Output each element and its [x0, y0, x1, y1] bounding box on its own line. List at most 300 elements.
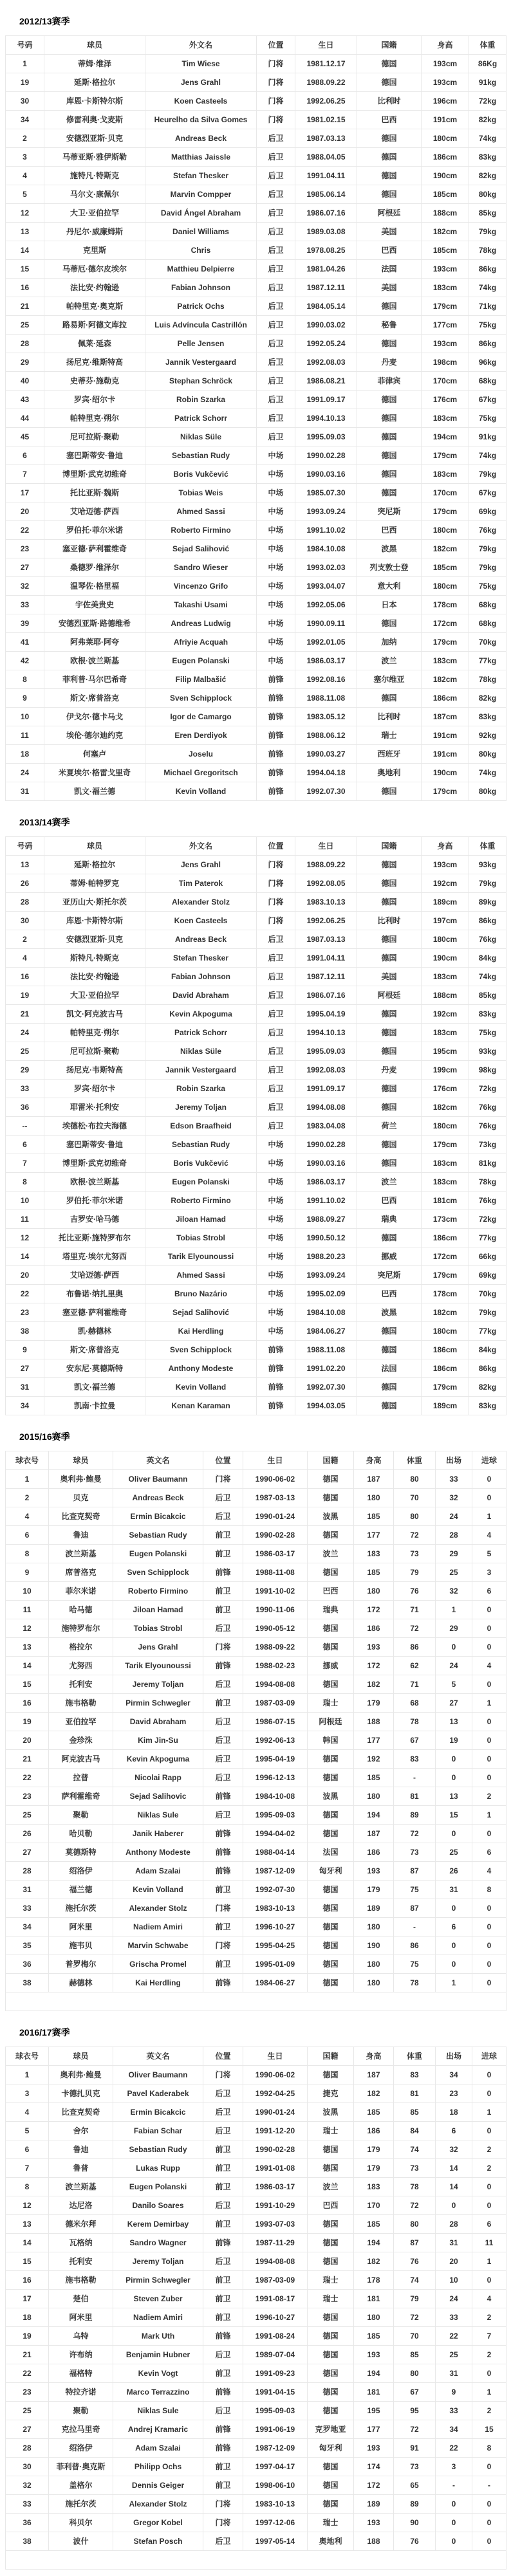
table-cell: 1995-09-03: [243, 1806, 308, 1825]
table-cell: 21: [6, 2346, 49, 2364]
table-cell: 185cm: [422, 558, 469, 577]
table-cell: Sejad Salihović: [145, 1303, 257, 1322]
table-cell: 194cm: [422, 428, 469, 446]
table-cell: 中场: [257, 502, 295, 521]
table-cell: 82kg: [469, 167, 506, 185]
table-cell: 185: [354, 1507, 394, 1526]
table-cell: 塞尔维亚: [357, 670, 422, 689]
table-cell: 1996-10-27: [243, 1918, 308, 1937]
table-cell: 86kg: [469, 912, 506, 930]
table-cell: 门将: [203, 1470, 243, 1489]
table-cell: 180: [354, 1974, 394, 1992]
table-cell: Sejad Salihovic: [113, 1787, 203, 1806]
table-cell: Stefan Thesker: [145, 167, 257, 185]
table-cell: 181: [354, 2290, 394, 2308]
table-cell: 181: [354, 2383, 394, 2402]
table-cell: 179cm: [422, 1266, 469, 1285]
table-cell: 172: [354, 1657, 394, 1675]
table-cell: 193cm: [422, 73, 469, 92]
table-cell: 德国: [357, 1042, 422, 1061]
table-cell: 1991-10-02: [243, 1582, 308, 1601]
season-section: [5, 1431, 506, 2011]
table-cell: 81: [394, 2084, 436, 2103]
table-cell: 1990.03.02: [295, 316, 357, 335]
table-cell: 183: [354, 1545, 394, 1563]
table-cell: 德国: [308, 2215, 354, 2234]
table-cell: 193: [354, 1638, 394, 1657]
table-cell: 67kg: [469, 484, 506, 502]
table-cell: 前卫: [203, 2476, 243, 2495]
table-cell: 78: [394, 1974, 436, 1992]
table-cell: 6: [6, 1526, 49, 1545]
table-cell: Jeremy Toljan: [113, 2252, 203, 2271]
column-header: 位置: [203, 2047, 243, 2066]
table-cell: 德国: [308, 1899, 354, 1918]
table-cell: 32: [436, 2140, 472, 2159]
table-cell: 欧根·波兰斯基: [44, 652, 145, 670]
table-cell: 180: [354, 1787, 394, 1806]
column-header: 身高: [422, 36, 469, 55]
table-cell: 1990-11-06: [243, 1601, 308, 1619]
table-cell: 1987-03-13: [243, 1489, 308, 1507]
table-cell: 80: [394, 2364, 436, 2383]
table-cell: 0: [472, 1619, 506, 1638]
table-cell: 德国: [357, 129, 422, 148]
table-cell: 前锋: [257, 1341, 295, 1359]
table-cell: 76kg: [469, 1098, 506, 1117]
table-cell: 1991.09.17: [295, 391, 357, 409]
table-cell: 25: [6, 1806, 49, 1825]
table-cell: 31: [436, 1881, 472, 1899]
table-cell: 聚勒: [49, 2402, 113, 2420]
table-cell: 托利安: [49, 1675, 113, 1694]
table-cell: 192cm: [422, 874, 469, 893]
column-header: 国籍: [357, 36, 422, 55]
table-cell: 1997-12-06: [243, 2514, 308, 2532]
table-cell: 0: [472, 2196, 506, 2215]
table-cell: 15: [6, 2252, 49, 2271]
table-row: [6, 1881, 506, 1899]
column-header: 外文名: [145, 837, 257, 856]
table-cell: 前锋: [203, 2420, 243, 2439]
table-cell: 1984.06.27: [295, 1322, 357, 1341]
table-cell: 后卫: [257, 409, 295, 428]
table-cell: 21: [6, 1005, 44, 1024]
table-row: [6, 1638, 506, 1657]
table-cell: 比查克契奇: [49, 2103, 113, 2122]
table-cell: 楚伯: [49, 2290, 113, 2308]
table-cell: 76kg: [469, 1191, 506, 1210]
table-cell: 克拉马里奇: [49, 2420, 113, 2439]
column-header: 出场: [436, 2047, 472, 2066]
table-cell: 波兰斯基: [49, 1545, 113, 1563]
table-cell: 6: [472, 1843, 506, 1862]
table-cell: 塔里克·埃尔尤努西: [44, 1247, 145, 1266]
table-cell: 阿米里: [49, 1918, 113, 1937]
table-cell: Niklas Sule: [113, 1806, 203, 1825]
table-cell: 中场: [257, 652, 295, 670]
table-cell: 7: [6, 465, 44, 484]
table-cell: 197cm: [422, 912, 469, 930]
table-cell: 18: [6, 2308, 49, 2327]
table-cell: 后卫: [203, 2252, 243, 2271]
table-cell: 许布纳: [49, 2346, 113, 2364]
table-cell: 14: [436, 2159, 472, 2178]
table-row: [6, 279, 506, 297]
table-cell: 哈马德: [49, 1601, 113, 1619]
table-cell: 巴西: [308, 1582, 354, 1601]
table-cell: 186: [354, 1619, 394, 1638]
table-cell: Tarik Elyounoussi: [113, 1657, 203, 1675]
table-cell: 1992-06-13: [243, 1731, 308, 1750]
table-cell: 75kg: [469, 409, 506, 428]
table-cell: 德国: [308, 2364, 354, 2383]
table-cell: 1992.08.05: [295, 874, 357, 893]
table-cell: 77kg: [469, 1229, 506, 1247]
table-cell: Sebastian Rudy: [145, 446, 257, 465]
table-cell: 191cm: [422, 726, 469, 745]
table-cell: 19: [6, 986, 44, 1005]
table-row: [6, 1042, 506, 1061]
table-cell: 2: [6, 1489, 49, 1507]
table-cell: 马蒂厄·德尔皮埃尔: [44, 260, 145, 279]
table-cell: 4: [472, 1657, 506, 1675]
table-cell: 德国: [308, 2308, 354, 2327]
table-cell: 186: [354, 1843, 394, 1862]
table-cell: 波黑: [357, 1303, 422, 1322]
table-cell: 0: [436, 2495, 472, 2514]
table-cell: Tim Paterok: [145, 874, 257, 893]
table-cell: 0: [472, 1675, 506, 1694]
table-cell: 科贝尔: [49, 2514, 113, 2532]
table-row: [6, 2215, 506, 2234]
table-cell: 30: [6, 2458, 49, 2476]
table-row: [6, 335, 506, 353]
table-cell: 73: [394, 1545, 436, 1563]
column-header: 球员: [49, 1451, 113, 1470]
table-cell: 80kg: [469, 185, 506, 204]
table-cell: 75: [394, 1881, 436, 1899]
table-cell: 24: [6, 1024, 44, 1042]
table-cell: Jiloan Hamad: [145, 1210, 257, 1229]
table-cell: 挪威: [308, 1657, 354, 1675]
table-cell: 0: [472, 2495, 506, 2514]
table-cell: 28: [436, 2215, 472, 2234]
table-cell: 89: [394, 2495, 436, 2514]
table-row: [6, 2252, 506, 2271]
table-cell: 98kg: [469, 1061, 506, 1080]
table-cell: 4: [6, 167, 44, 185]
season-title: 2015/16赛季: [19, 1431, 70, 1442]
season-title: 2012/13赛季: [19, 16, 70, 26]
table-row: [6, 2383, 506, 2402]
table-cell: 180cm: [422, 521, 469, 540]
table-cell: 6: [6, 1136, 44, 1154]
table-cell: 83kg: [469, 1005, 506, 1024]
table-cell: 1983-10-13: [243, 1899, 308, 1918]
table-cell: Ermin Bicakcic: [113, 2103, 203, 2122]
table-cell: 德国: [308, 1918, 354, 1937]
table-cell: 73: [394, 1843, 436, 1862]
table-cell: 176cm: [422, 1080, 469, 1098]
table-cell: 菲律宾: [357, 372, 422, 391]
season-title: 2016/17赛季: [19, 2027, 70, 2038]
table-cell: 门将: [257, 73, 295, 92]
table-cell: Niklas Sule: [113, 2402, 203, 2420]
table-cell: 凯文·阿克波古马: [44, 1005, 145, 1024]
table-cell: 190: [354, 1937, 394, 1955]
table-row: [6, 1787, 506, 1806]
table-cell: 德国: [357, 465, 422, 484]
table-cell: 72kg: [469, 1210, 506, 1229]
column-header: 外文名: [145, 36, 257, 55]
table-cell: 33: [6, 2495, 49, 2514]
table-row: [6, 1117, 506, 1136]
season-title: 2013/14赛季: [19, 817, 70, 827]
table-cell: 波黑: [308, 1507, 354, 1526]
table-row: [6, 1098, 506, 1117]
table-cell: 0: [472, 2532, 506, 2551]
table-cell: 182: [354, 2084, 394, 2103]
table-row: [6, 782, 506, 801]
table-row: [6, 670, 506, 689]
table-cell: 22: [6, 1769, 49, 1787]
table-cell: 188cm: [422, 986, 469, 1005]
table-cell: 17: [6, 2290, 49, 2308]
table-cell: 中场: [257, 1266, 295, 1285]
table-cell: 马蒂亚斯·雅伊斯勒: [44, 148, 145, 167]
table-cell: 183cm: [422, 279, 469, 297]
table-row: [6, 1341, 506, 1359]
table-cell: Boris Vukčević: [145, 1154, 257, 1173]
table-cell: 34: [6, 1918, 49, 1937]
table-cell: Sandro Wagner: [113, 2234, 203, 2252]
table-cell: 86kg: [469, 1359, 506, 1378]
table-cell: 83kg: [469, 148, 506, 167]
table-cell: 聚勒: [49, 1806, 113, 1825]
table-cell: 施托尔茨: [49, 2495, 113, 2514]
table-cell: 79kg: [469, 223, 506, 241]
table-cell: 26: [6, 1825, 49, 1843]
table-cell: 89: [394, 1806, 436, 1825]
table-cell: 0: [436, 1899, 472, 1918]
table-cell: 1993-07-03: [243, 2215, 308, 2234]
table-cell: 中场: [257, 1322, 295, 1341]
table-cell: 83: [394, 1750, 436, 1769]
table-cell: 179cm: [422, 1378, 469, 1397]
table-cell: 1988.09.22: [295, 73, 357, 92]
table-cell: 38: [6, 1974, 49, 1992]
table-cell: 1990.09.11: [295, 614, 357, 633]
column-header: 体重: [394, 2047, 436, 2066]
table-cell: 瑞士: [308, 2122, 354, 2140]
table-cell: 巴西: [357, 241, 422, 260]
table-cell: 22: [6, 521, 44, 540]
table-cell: 1987-12-09: [243, 1862, 308, 1881]
table-row: [6, 1378, 506, 1397]
table-cell: 34: [436, 2066, 472, 2084]
table-cell: 德国: [357, 874, 422, 893]
table-cell: Eugen Polanski: [145, 1173, 257, 1191]
table-cell: 177: [354, 2420, 394, 2439]
table-cell: 176cm: [422, 391, 469, 409]
table-cell: Stefan Posch: [113, 2532, 203, 2551]
table-cell: 前锋: [257, 708, 295, 726]
table-cell: Pirmin Schwegler: [113, 2271, 203, 2290]
table-row: [6, 1899, 506, 1918]
table-cell: 德国: [308, 2383, 354, 2402]
table-cell: 25: [6, 1042, 44, 1061]
table-cell: Kevin Akpoguma: [145, 1005, 257, 1024]
table-cell: 特拉齐诺: [49, 2383, 113, 2402]
table-cell: Philipp Ochs: [113, 2458, 203, 2476]
table-cell: 后卫: [203, 2196, 243, 2215]
table-cell: 75: [394, 1955, 436, 1974]
table-cell: 后卫: [257, 185, 295, 204]
table-cell: 0: [472, 2271, 506, 2290]
table-cell: 179: [354, 1694, 394, 1713]
table-cell: 91: [394, 2439, 436, 2458]
table-cell: 27: [6, 2420, 49, 2439]
table-row: [6, 2402, 506, 2420]
table-cell: 德国: [357, 689, 422, 708]
column-header: 体重: [469, 837, 506, 856]
table-cell: 45: [6, 428, 44, 446]
table-cell: 意大利: [357, 577, 422, 596]
table-cell: 德国: [357, 1378, 422, 1397]
table-cell: 德国: [357, 1024, 422, 1042]
table-cell: Roberto Firmino: [145, 1191, 257, 1210]
table-cell: 后卫: [257, 986, 295, 1005]
table-cell: 190cm: [422, 949, 469, 968]
table-cell: 186cm: [422, 1359, 469, 1378]
table-cell: 80: [394, 1470, 436, 1489]
table-cell: 美国: [357, 223, 422, 241]
table-row: [6, 1229, 506, 1247]
table-cell: 西班牙: [357, 745, 422, 764]
table-cell: 0: [472, 2364, 506, 2383]
table-cell: 1995-04-25: [243, 1937, 308, 1955]
table-cell: 莫德斯特: [49, 1843, 113, 1862]
table-cell: 鲁普: [49, 2159, 113, 2178]
table-cell: 34: [6, 111, 44, 129]
column-header: 身高: [354, 1451, 394, 1470]
table-row: [6, 2066, 506, 2084]
table-cell: 0: [472, 2066, 506, 2084]
table-cell: 2: [472, 2308, 506, 2327]
table-cell: 丹麦: [357, 353, 422, 372]
table-cell: 1983.05.12: [295, 708, 357, 726]
table-cell: 0: [472, 1918, 506, 1937]
table-cell: 33: [436, 2402, 472, 2420]
table-cell: 0: [472, 1937, 506, 1955]
table-row: [6, 2290, 506, 2308]
table-cell: Nicolai Rapp: [113, 1769, 203, 1787]
table-cell: 1992.07.30: [295, 782, 357, 801]
table-cell: 193cm: [422, 55, 469, 73]
table-cell: 德国: [308, 1489, 354, 1507]
table-cell: 11: [6, 1601, 49, 1619]
table-cell: 后卫: [257, 335, 295, 353]
table-cell: 188: [354, 2532, 394, 2551]
table-cell: 25: [6, 316, 44, 335]
table-row: [6, 558, 506, 577]
table-cell: 比利时: [357, 708, 422, 726]
table-cell: 0: [472, 2178, 506, 2196]
table-cell: 10: [436, 2271, 472, 2290]
table-cell: 后卫: [257, 968, 295, 986]
table-cell: 1991-10-29: [243, 2196, 308, 2215]
table-cell: 82kg: [469, 111, 506, 129]
table-row: [6, 2495, 506, 2514]
table-cell: Andreas Ludwig: [145, 614, 257, 633]
table-cell: 尼可拉斯·聚勒: [44, 1042, 145, 1061]
table-cell: 奥利弗·鲍曼: [49, 1470, 113, 1489]
table-cell: 博里斯·武克切维奇: [44, 465, 145, 484]
table-cell: 18: [6, 745, 44, 764]
table-cell: 13: [6, 1638, 49, 1657]
table-cell: 179cm: [422, 1136, 469, 1154]
table-cell: 87: [394, 1899, 436, 1918]
table-cell: 182cm: [422, 223, 469, 241]
table-cell: Kai Herdling: [145, 1322, 257, 1341]
table-cell: 1: [6, 2066, 49, 2084]
table-cell: 耶雷米·托利安: [44, 1098, 145, 1117]
table-row: [6, 633, 506, 652]
table-cell: 20: [6, 502, 44, 521]
table-row: [6, 1545, 506, 1563]
table-row: [6, 2420, 506, 2439]
table-cell: 前锋: [257, 726, 295, 745]
table-cell: 20: [6, 1266, 44, 1285]
table-cell: 79: [394, 2290, 436, 2308]
table-cell: 后卫: [257, 1117, 295, 1136]
season-section: [5, 2027, 506, 2570]
table-cell: 塞巴斯蒂安·鲁迪: [44, 1136, 145, 1154]
table-cell: Koen Casteels: [145, 92, 257, 111]
table-row: [6, 92, 506, 111]
table-cell: 32: [6, 2476, 49, 2495]
table-cell: 85kg: [469, 986, 506, 1005]
table-cell: 14: [6, 1657, 49, 1675]
table-cell: 德国: [308, 2252, 354, 2271]
table-cell: 1993.04.07: [295, 577, 357, 596]
table-cell: 1: [6, 1470, 49, 1489]
table-cell: 0: [472, 1974, 506, 1992]
table-row: [6, 1862, 506, 1881]
table-cell: Eugen Polanski: [113, 1545, 203, 1563]
table-cell: 前锋: [257, 670, 295, 689]
table-cell: David Ángel Abraham: [145, 204, 257, 223]
table-cell: 1991-06-19: [243, 2420, 308, 2439]
table-cell: 14: [6, 2234, 49, 2252]
table-cell: 前锋: [257, 1378, 295, 1397]
table-cell: 1994-04-02: [243, 1825, 308, 1843]
table-cell: Kim Jin-Su: [113, 1731, 203, 1750]
table-cell: Heurelho da Silva Gomes: [145, 111, 257, 129]
table-row: [6, 1247, 506, 1266]
table-row: [6, 260, 506, 279]
table-row: [6, 1285, 506, 1303]
table-row: [6, 2476, 506, 2495]
table-cell: 80kg: [469, 745, 506, 764]
table-cell: 21: [6, 1750, 49, 1769]
table-cell: 巴西: [357, 111, 422, 129]
table-cell: 米夏埃尔·格雷戈里奇: [44, 764, 145, 782]
table-cell: 罗宾·绍尔卡: [44, 1080, 145, 1098]
column-header: 球员: [44, 837, 145, 856]
table-cell: 波兰: [357, 1173, 422, 1191]
